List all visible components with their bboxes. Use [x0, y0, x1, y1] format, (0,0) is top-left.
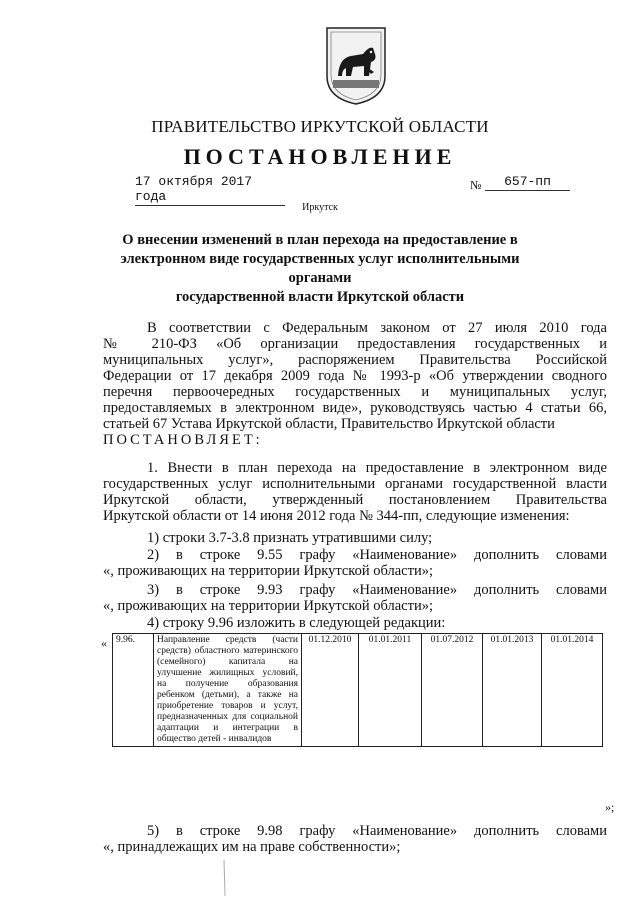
text-line: В соответствии с Федеральным законом от 27 июля 2010 года: [147, 320, 607, 336]
text-line: 3) в строке 9.93 графу «Наименование» дополнить словами: [147, 582, 607, 598]
date-cell: 01.01.2013: [483, 634, 542, 747]
date-cell: 01.01.2011: [359, 634, 422, 747]
government-name: ПРАВИТЕЛЬСТВО ИРКУТСКОЙ ОБЛАСТИ: [151, 117, 489, 136]
text-line: Федерации от 17 декабря 2009 года № 1993-р «Об утверждении сводного: [103, 368, 607, 384]
subitem-5: [103, 823, 607, 855]
text-line: Иркутской области от 14 июня 2012 года № 344-пп, следующие изменения:: [103, 508, 570, 524]
text-line: 2) в строке 9.55 графу «Наименование» дополнить словами: [147, 547, 607, 563]
title-line: О внесении изменений в план перехода на предоставление в: [122, 232, 518, 248]
text-line: 4) строку 9.96 изложить в следующей редакции:: [147, 615, 446, 631]
plan-table: [112, 633, 603, 747]
title-line: государственной власти Иркутской области: [175, 289, 465, 305]
text-line: статьей 67 Устава Иркутской области, Правительство Иркутской области: [103, 416, 555, 432]
city-name: Иркутск: [302, 202, 338, 213]
text-line: «, проживающих на территории Иркутской области»;: [103, 598, 433, 614]
preamble: [103, 320, 607, 448]
text-line: перечня первоочередных государственных и муниципальных услуг,: [103, 384, 607, 400]
text-line: муниципальных услуг», распоряжением Правительства Российской: [103, 352, 607, 368]
decree-number: 657-пп: [485, 174, 570, 191]
irkutsk-coat-of-arms-icon: [323, 24, 389, 106]
subitem-2: [103, 547, 607, 579]
table-row: [113, 634, 603, 747]
document-type: ПОСТАНОВЛЕНИЕ: [183, 144, 457, 169]
decree-date: 17 октября 2017 года: [135, 174, 285, 206]
date-cell: 01.01.2014: [542, 634, 603, 747]
quote-open: «: [101, 636, 107, 650]
subitem-3: [103, 582, 607, 614]
decrees-word: ПОСТАНОВЛЯЕТ:: [103, 432, 263, 448]
date-cell: 01.07.2012: [422, 634, 483, 747]
item-1: [103, 460, 607, 524]
title-line: электронном виде государственных услуг исполнительными органами: [120, 251, 520, 286]
service-name: Направление средств (части средств) областного материнского (семейного) капитала на улучшение жилищных условий, на получение образования ребенком (детьми), а также на приобретение товаров и услут, предназначенных для социальной адаптации и интеграции в общество детей - инвалидов: [154, 634, 302, 747]
text-line: Иркутской области, утвержденный постановлением Правительства: [103, 492, 607, 508]
text-line: «, проживающих на территории Иркутской области»;: [103, 563, 433, 579]
text-line: 5) в строке 9.98 графу «Наименование» дополнить словами: [147, 823, 607, 839]
text-line: государственных услуг исполнительными органами государственной власти: [103, 476, 607, 492]
text-line: 1) строки 3.7-3.8 признать утратившими силу;: [147, 530, 433, 546]
number-label: №: [470, 178, 482, 192]
text-line: № 210-ФЗ «Об организации предоставления государственных и: [103, 336, 607, 352]
subitem-4: [103, 615, 607, 631]
text-line: «, принадлежащих им на праве собственности»;: [103, 839, 401, 855]
quote-close: »;: [605, 800, 615, 814]
document-title: [95, 231, 545, 307]
scan-mark: [222, 858, 230, 898]
date-cell: 01.12.2010: [302, 634, 359, 747]
subitem-1: [103, 530, 607, 546]
row-number: 9.96.: [113, 634, 154, 747]
text-line: 1. Внести в план перехода на предоставление в электронном виде: [147, 460, 607, 476]
text-line: предоставляемых в электронном виде», руководствуясь частью 4 статьи 66,: [103, 400, 607, 416]
